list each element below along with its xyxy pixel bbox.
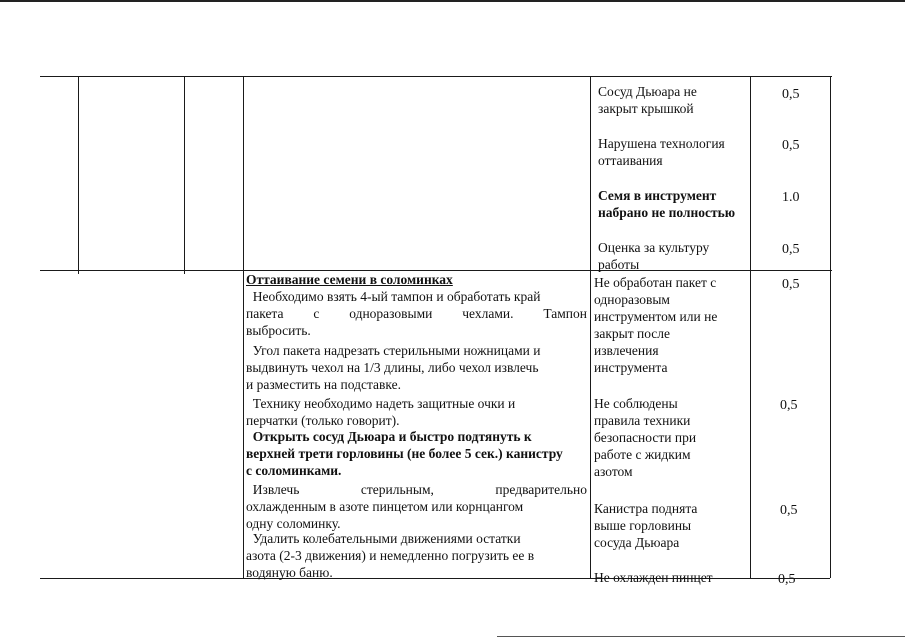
criterion-text: Не обработан пакет с одноразовым инструментом или не закрыт после извлечения инструмента [594, 275, 718, 375]
column-border-5 [750, 76, 751, 578]
procedure-text-justified: Извлечь стерильным, предварительно [246, 482, 587, 497]
column-border-1 [78, 76, 79, 274]
procedure-text: охлажденным в азоте пинцетом или корнцангом одну соломинку. [246, 499, 524, 531]
criterion-text: Оценка за культуру работы [598, 240, 710, 272]
column-border-4 [590, 76, 591, 578]
score-value: 0,5 [782, 277, 800, 292]
criterion-text: Нарушена технология оттаивания [598, 136, 725, 168]
table-top-border [40, 76, 832, 77]
score-value: 0,5 [780, 398, 798, 413]
procedure-text: Удалить колебательными движениями остатки азота (2-3 движения) и немедленно погрузить ее в водяную баню. [246, 531, 535, 580]
procedure-text: Технику необходимо надеть защитные очки и перчатки (только говорит). [246, 396, 516, 428]
criterion-text: Канистра поднята выше горловины сосуда Дьюара [594, 501, 698, 550]
criterion-text: Не охлажден пинцет [594, 570, 713, 585]
procedure-text: Угол пакета надрезать стерильными ножницами и выдвинуть чехол на 1/3 длины, либо чехол извлечь и разместить на подставке. [246, 343, 541, 392]
criterion-text: Семя в инструмент набрано не полностью [598, 188, 736, 220]
score-value: 1.0 [782, 190, 800, 205]
procedure-text-justified: пакета с одноразовыми чехлами. Тампон [246, 306, 587, 321]
procedure-text: Необходимо взять 4-ый тампон и обработать край [246, 289, 541, 304]
footer-scan-line [497, 636, 905, 637]
column-border-2 [184, 76, 185, 274]
score-value: 0,5 [778, 572, 796, 587]
score-value: 0,5 [782, 242, 800, 257]
column-border-6 [830, 76, 831, 578]
column-border-3 [243, 76, 244, 578]
procedure-text: Открыть сосуд Дьюара и быстро подтянуть к верхней трети горловины (не более 5 сек.) канистру с соломинками. [246, 429, 563, 478]
criterion-text: Сосуд Дьюара не закрыт крышкой [598, 84, 697, 116]
scan-top-edge [0, 0, 905, 2]
section-title: Оттаивание семени в соломинках [246, 272, 453, 287]
score-value: 0,5 [782, 138, 800, 153]
procedure-text: выбросить. [246, 323, 311, 338]
score-value: 0,5 [782, 87, 800, 102]
score-value: 0,5 [780, 503, 798, 518]
criterion-text: Не соблюдены правила техники безопасности при работе с жидким азотом [594, 396, 697, 479]
